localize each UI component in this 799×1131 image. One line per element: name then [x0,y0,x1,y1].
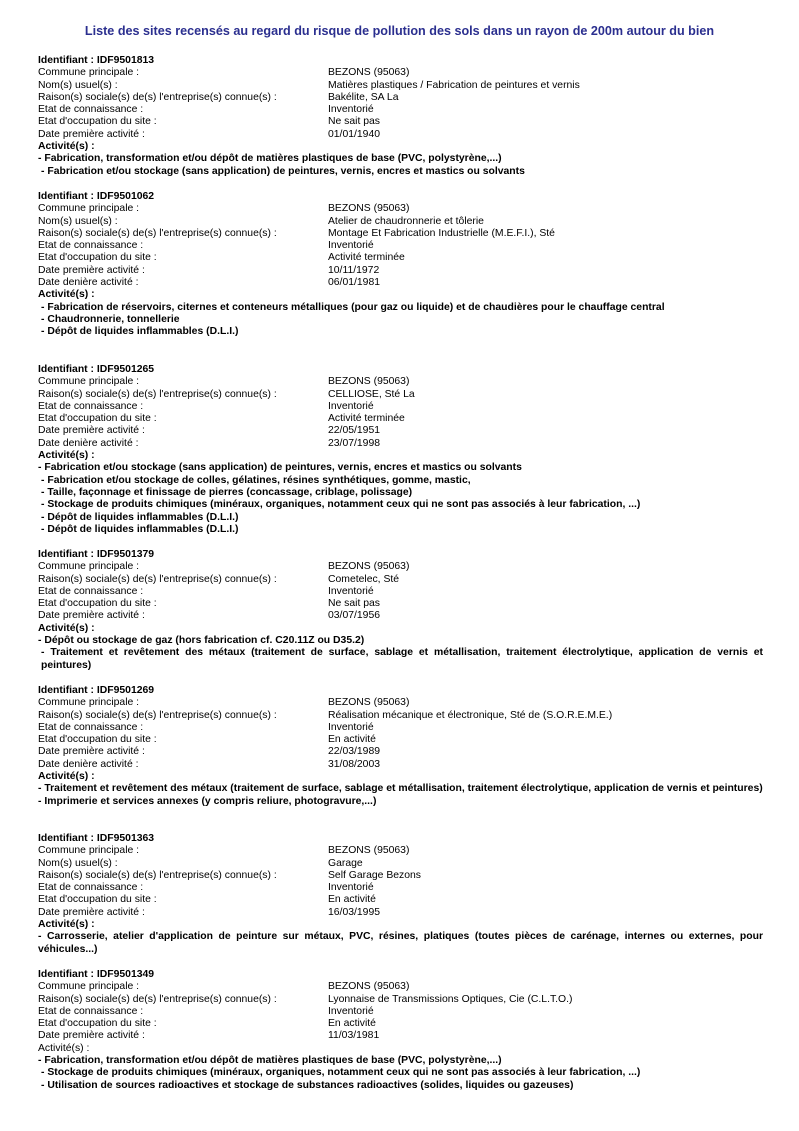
field-value: Inventorié [328,104,374,116]
field-row [38,598,763,610]
activity-item: - Stockage de produits chimiques (minéraux, organiques, notamment ceux qui ne sont pas associés à leur fabrication, ...) [41,1067,641,1079]
activity-item: - Fabrication et/ou stockage (sans application) de peintures, vernis, encres et mastics ou solvants [41,165,525,177]
field-label: Raison(s) sociale(s) de(s) l'entreprise(s) connue(s) : [38,388,277,400]
field-label: Etat d'occupation du site : [38,894,157,906]
field-label: Commune principale : [38,67,140,79]
field-label: Raison(s) sociale(s) de(s) l'entreprise(s) connue(s) : [38,709,277,721]
field-value: BEZONS (95063) [328,67,410,79]
activity-item: - Fabrication, transformation et/ou dépôt de matières plastiques de base (PVC, polystyrène,...) [38,1055,502,1067]
field-value: Inventorié [328,1005,374,1017]
field-label: Etat d'occupation du site : [38,252,157,264]
field-value: En activité [328,1018,376,1030]
field-label: Raison(s) sociale(s) de(s) l'entreprise(s) connue(s) : [38,993,277,1005]
site-entry [38,55,763,178]
site-identifier: Identifiant : IDF9501062 [38,191,155,202]
field-label: Date première activité : [38,425,145,437]
field-label: Etat de connaissance : [38,882,144,894]
field-value: Inventorié [328,721,374,733]
field-label: Etat d'occupation du site : [38,734,157,746]
site-identifier: Identifiant : IDF9501363 [38,833,155,844]
field-label: Date denière activité : [38,437,139,449]
field-value: Bakélite, SA La [328,91,399,103]
field-row [38,277,763,289]
site-identifier: Identifiant : IDF9501265 [38,364,155,375]
field-label: Nom(s) usuel(s) : [38,79,118,91]
field-value: BEZONS (95063) [328,376,410,388]
field-label: Raison(s) sociale(s) de(s) l'entreprise(s) connue(s) : [38,573,277,585]
field-row [38,845,763,857]
activity-item: - Utilisation de sources radioactives et stockage de substances radioactives (solides, liquides ou gazeuses) [41,1079,574,1091]
field-row [38,981,763,993]
activity-item: - Imprimerie et services annexes (y compris reliure, photogravure,...) [38,795,377,807]
field-row [38,203,763,215]
activity-item: - Taille, façonnage et finissage de pierres (concassage, criblage, polissage) [41,486,413,498]
field-row [38,252,763,264]
field-label: Nom(s) usuel(s) : [38,857,118,869]
field-value: 22/03/1989 [328,746,381,758]
site-entry [38,685,763,808]
field-value: En activité [328,894,376,906]
field-value: 22/05/1951 [328,425,381,437]
activity-item: - Traitement et revêtement des métaux (traitement de surface, sablage et métallisation, traitement électrolytique, application de vernis et peintures) [38,783,763,795]
site-entry [38,969,763,1092]
field-label: Date première activité : [38,128,145,140]
field-row [38,67,763,79]
field-row [38,697,763,709]
field-value: Activité terminée [328,252,405,264]
field-label: Etat d'occupation du site : [38,413,157,425]
field-label: Date première activité : [38,1030,145,1042]
activities-heading: Activité(s) : [38,450,95,462]
site-entry [38,549,763,672]
site-entry [38,833,763,956]
field-value: CELLIOSE, Sté La [328,388,415,400]
activities-heading: Activité(s) : [38,771,95,783]
field-value: Self Garage Bezons [328,869,421,881]
site-entry [38,191,763,339]
field-row [38,376,763,388]
field-label: Nom(s) usuel(s) : [38,215,118,227]
field-row [38,882,763,894]
field-label: Etat de connaissance : [38,1005,144,1017]
field-value: Garage [328,857,363,869]
activity-item: - Fabrication et/ou stockage de colles, gélatines, résines synthétiques, gomme, mastic, [41,474,471,486]
site-identifier: Identifiant : IDF9501349 [38,969,155,980]
field-row [38,228,763,240]
field-row [38,129,763,141]
field-row [38,1030,763,1042]
field-row [38,1018,763,1030]
field-value: BEZONS (95063) [328,845,410,857]
field-row [38,710,763,722]
field-row [38,265,763,277]
activity-item: - Dépôt de liquides inflammables (D.L.I.) [41,326,239,338]
field-row [38,116,763,128]
field-label: Etat de connaissance : [38,104,144,116]
field-row [38,894,763,906]
field-row [38,858,763,870]
field-row [38,746,763,758]
field-label: Etat de connaissance : [38,400,144,412]
field-value: BEZONS (95063) [328,203,410,215]
activity-item: - Dépôt de liquides inflammables (D.L.I.) [41,511,239,523]
field-label: Etat d'occupation du site : [38,598,157,610]
activities-heading: Activité(s) : [38,622,95,634]
field-label: Raison(s) sociale(s) de(s) l'entreprise(s) connue(s) : [38,227,277,239]
field-value: Activité terminée [328,413,405,425]
field-row [38,610,763,622]
field-label: Commune principale : [38,981,140,993]
field-row [38,413,763,425]
field-row [38,80,763,92]
field-label: Commune principale : [38,561,140,573]
field-value: Inventorié [328,882,374,894]
activities-heading: Activité(s) : [38,1042,90,1054]
field-label: Date denière activité : [38,277,139,289]
field-value: 01/01/1940 [328,128,381,140]
field-row [38,994,763,1006]
field-row [38,759,763,771]
activity-item: - Dépôt ou stockage de gaz (hors fabrication cf. C20.11Z ou D35.2) [38,635,365,647]
field-value: BEZONS (95063) [328,981,410,993]
field-row [38,561,763,573]
field-value: 16/03/1995 [328,906,381,918]
field-value: Lyonnaise de Transmissions Optiques, Cie (C.L.T.O.) [328,993,573,1005]
activity-item: - Traitement et revêtement des métaux (traitement de surface, sablage et métallisation, traitement électrolytique, application de vernis et peintures) [41,647,763,671]
field-row [38,722,763,734]
field-row [38,586,763,598]
field-value: Inventorié [328,400,374,412]
field-value: 03/07/1956 [328,610,381,622]
field-label: Etat d'occupation du site : [38,1018,157,1030]
field-label: Date denière activité : [38,758,139,770]
field-label: Etat de connaissance : [38,585,144,597]
activity-item: - Stockage de produits chimiques (minéraux, organiques, notamment ceux qui ne sont pas associés à leur fabrication, ...) [41,499,641,511]
activities-heading: Activité(s) : [38,289,95,301]
field-row [38,92,763,104]
field-value: 23/07/1998 [328,437,381,449]
activity-item: - Carrosserie, atelier d'application de peinture sur métaux, PVC, résines, platiques (toutes pièces de carénage, internes ou externes, pour véhicules...) [38,931,763,955]
field-row [38,216,763,228]
field-label: Etat d'occupation du site : [38,116,157,128]
field-value: 06/01/1981 [328,277,381,289]
field-value: Atelier de chaudronnerie et tôlerie [328,215,484,227]
field-value: Inventorié [328,585,374,597]
field-value: Ne sait pas [328,116,380,128]
page-title: Liste des sites recensés au regard du risque de pollution des sols dans un rayon de 200m autour du bien [84,24,715,38]
field-label: Date première activité : [38,264,145,276]
field-value: 10/11/1972 [328,264,380,276]
field-label: Etat de connaissance : [38,721,144,733]
field-row [38,870,763,882]
activities-heading: Activité(s) : [38,919,95,931]
field-value: BEZONS (95063) [328,561,410,573]
field-label: Date première activité : [38,906,145,918]
field-row [38,104,763,116]
field-value: 31/08/2003 [328,758,381,770]
activity-item: - Fabrication, transformation et/ou dépôt de matières plastiques de base (PVC, polystyrène,...) [38,153,502,165]
field-value: Ne sait pas [328,598,380,610]
field-label: Commune principale : [38,845,140,857]
field-label: Date première activité : [38,610,145,622]
field-row [38,401,763,413]
field-value: En activité [328,734,376,746]
field-label: Raison(s) sociale(s) de(s) l'entreprise(s) connue(s) : [38,91,277,103]
field-row [38,438,763,450]
field-value: Réalisation mécanique et électronique, Sté de (S.O.R.E.M.E.) [328,709,613,721]
activity-item: - Fabrication de réservoirs, citernes et conteneurs métalliques (pour gaz ou liquide) et de chaudières pour le chauffage central [41,301,665,313]
activity-item: - Dépôt de liquides inflammables (D.L.I.) [41,523,239,535]
field-value: Inventorié [328,240,374,252]
site-identifier: Identifiant : IDF9501379 [38,549,155,560]
field-label: Commune principale : [38,376,140,388]
site-entry [38,364,763,536]
field-value: BEZONS (95063) [328,697,410,709]
field-row [38,240,763,252]
activities-heading: Activité(s) : [38,141,95,153]
field-row [38,574,763,586]
field-value: 11/03/1981 [328,1030,380,1042]
field-row [38,425,763,437]
field-row [38,734,763,746]
activity-item: - Fabrication et/ou stockage (sans application) de peintures, vernis, encres et mastics ou solvants [38,462,522,474]
field-label: Commune principale : [38,203,140,215]
field-label: Commune principale : [38,697,140,709]
field-row [38,907,763,919]
field-value: Cometelec, Sté [328,573,400,585]
site-identifier: Identifiant : IDF9501269 [38,685,155,696]
field-label: Date première activité : [38,746,145,758]
site-identifier: Identifiant : IDF9501813 [38,55,155,66]
field-label: Raison(s) sociale(s) de(s) l'entreprise(s) connue(s) : [38,869,277,881]
field-row [38,1006,763,1018]
field-row [38,389,763,401]
field-value: Montage Et Fabrication Industrielle (M.E.F.I.), Sté [328,227,555,239]
field-value: Matières plastiques / Fabrication de peintures et vernis [328,79,580,91]
field-label: Etat de connaissance : [38,240,144,252]
activity-item: - Chaudronnerie, tonnellerie [41,313,180,325]
